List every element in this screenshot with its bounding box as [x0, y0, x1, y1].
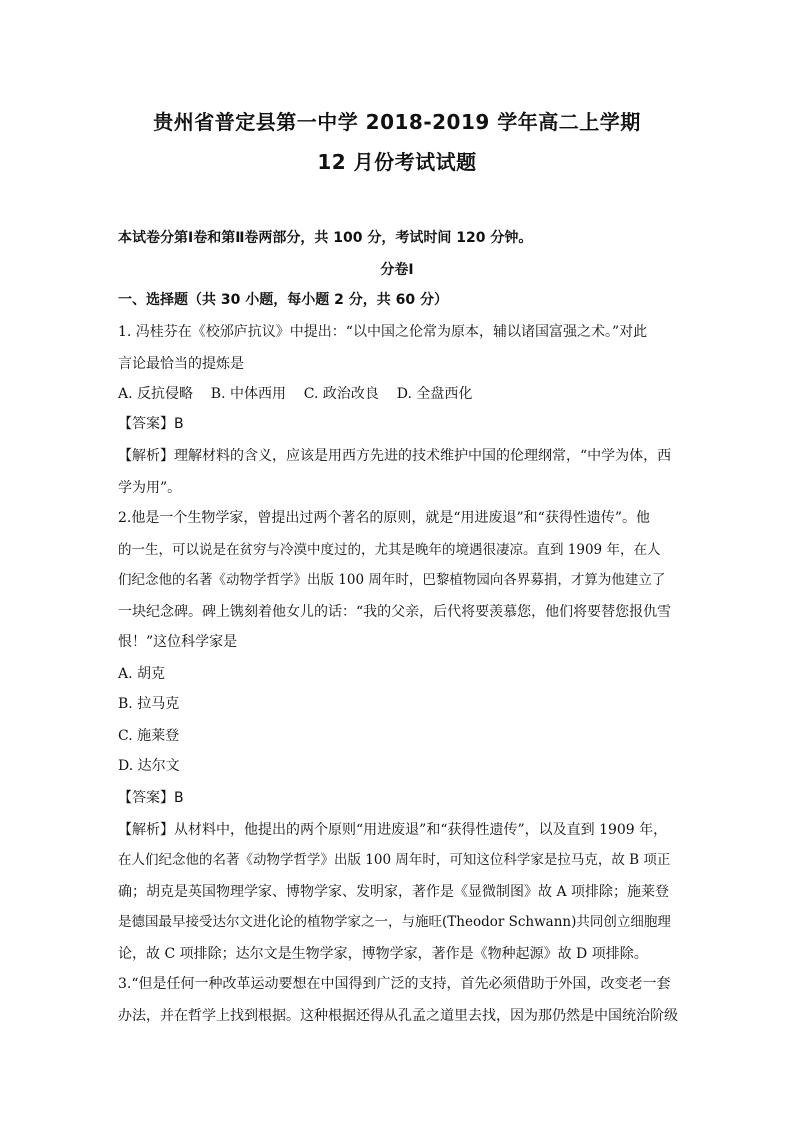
q2-stem-line-1: 2.他是一个生物学家，曾提出过两个著名的原则，就是“用进废退”和“获得性遗传”。他	[118, 510, 650, 526]
q2-stem-line-4: 一块纪念碑。碑上镌刻着他女儿的话：“我的父亲，后代将要羡慕您，他们将要替您报仇雪	[118, 604, 672, 620]
q2-analysis-line-4: 是德国最早接受达尔文进化论的植物学家之一，与施旺(Theodor Schwann)共同创立细胞理	[118, 914, 671, 930]
q1-analysis-line-1: 【解析】理解材料的含义，应该是用西方先进的技术维护中国的伦理纲常，“中学为体，西	[118, 448, 672, 464]
part-heading: 一、选择题（共 30 小题，每小题 2 分，共 60 分）	[118, 292, 448, 308]
q2-option-b: B. 拉马克	[118, 696, 180, 712]
q2-answer: 【答案】B	[118, 790, 184, 806]
q1-stem-line-1: 1. 冯桂芬在《校邠庐抗议》中提出：“以中国之伦常为原本，辅以诸国富强之术。”对此	[118, 324, 648, 340]
q2-analysis-line-5: 论，故 C 项排除；达尔文是生物学家，博物学家，著作是《物种起源》故 D 项排除。	[118, 946, 648, 962]
q2-stem-line-5: 恨！”这位科学家是	[118, 634, 238, 650]
q1-stem-line-2: 言论最恰当的提炼是	[118, 356, 244, 372]
q2-option-c: C. 施莱登	[118, 728, 180, 744]
q2-stem-line-2: 的一生，可以说是在贫穷与冷漠中度过的，尤其是晚年的境遇很凄凉。直到 1909 年，在人	[118, 542, 661, 558]
q1-analysis-line-2: 学为用”。	[118, 480, 182, 496]
section-heading: 分卷Ⅰ	[380, 262, 414, 278]
q2-analysis-line-2: 在人们纪念他的名著《动物学哲学》出版 100 周年时，可知这位科学家是拉马克，故 B 项正	[118, 852, 671, 868]
q2-analysis-line-1: 【解析】从材料中，他提出的两个原则“用进废退”和“获得性遗传”，以及直到 1909 年，	[118, 822, 668, 838]
intro-text: 本试卷分第Ⅰ卷和第Ⅱ卷两部分，共 100 分，考试时间 120 分钟。	[118, 230, 533, 246]
title-line-2: 12 月份考试试题	[317, 150, 477, 174]
q1-options: A. 反抗侵略 B. 中体西用 C. 政治改良 D. 全盘西化	[118, 386, 473, 402]
q2-analysis-line-3: 确；胡克是英国物理学家、博物学家、发明家，著作是《显微制图》故 A 项排除；施莱登	[118, 884, 670, 900]
q3-stem-line-1: 3.“但是任何一种改革运动要想在中国得到广泛的支持，首先必须借助于外国，改变老一套	[118, 976, 671, 992]
q2-stem-line-3: 们纪念他的名著《动物学哲学》出版 100 周年时，巴黎植物园向各界募捐，才算为他建立了	[118, 572, 666, 588]
q2-option-d: D. 达尔文	[118, 758, 180, 774]
q1-answer: 【答案】B	[118, 416, 184, 432]
q2-option-a: A. 胡克	[118, 666, 166, 682]
q3-stem-line-2: 办法，并在哲学上找到根据。这种根据还得从孔孟之道里去找，因为那仍然是中国统治阶级	[118, 1008, 678, 1024]
title-line-1: 贵州省普定县第一中学 2018-2019 学年高二上学期	[153, 110, 641, 134]
